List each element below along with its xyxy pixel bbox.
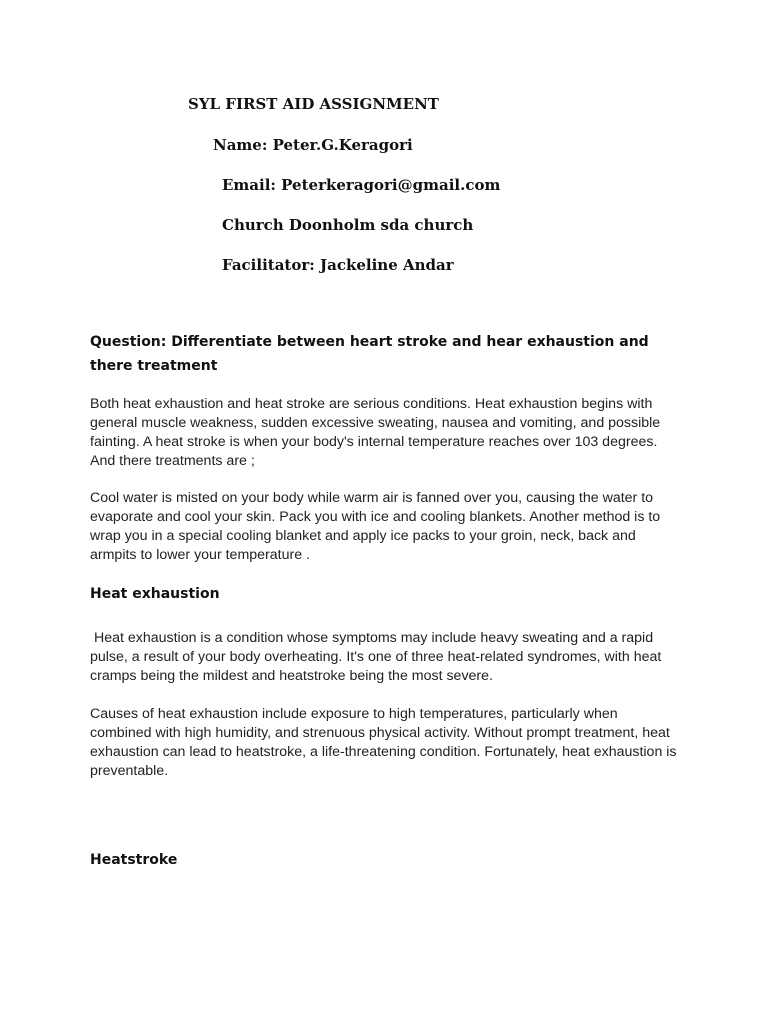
heat-exhaustion-paragraph-2: Causes of heat exhaustion include exposure to high temperatures, particularly when combined with high humidity, and strenuous physical activity. Without prompt treatment, heat exhaustion can lead to heatstroke, a life-threatening condition. Fortunately, heat exhaustion is preventable.: [90, 706, 681, 779]
assignment-title: SYL FIRST AID ASSIGNMENT: [188, 95, 439, 113]
intro-paragraph-1: Both heat exhaustion and heat stroke are serious conditions. Heat exhaustion begins with general muscle weakness, sudden excessive sweating, nausea and vomiting, and possible fainting. A heat stroke is when your body's internal temperature reaches over 103 degrees. And there treatments are ;: [90, 396, 665, 469]
heatstroke-heading: Heatstroke: [90, 852, 178, 868]
student-name: Name: Peter.G.Keragori: [213, 136, 413, 154]
church-name: Church Doonholm sda church: [222, 216, 474, 234]
facilitator-name: Facilitator: Jackeline Andar: [222, 256, 454, 274]
heat-exhaustion-paragraph-1: Heat exhaustion is a condition whose symptoms may include heavy sweating and a rapid pulse, a result of your body overheating. It's one of three heat-related syndromes, with heat cramps being the mildest and heatstroke being the most severe.: [90, 630, 666, 684]
student-email: Email: Peterkeragori@gmail.com: [222, 176, 501, 194]
heat-exhaustion-heading: Heat exhaustion: [90, 586, 220, 602]
intro-paragraph-2: Cool water is misted on your body while warm air is fanned over you, causing the water to evaporate and cool your skin. Pack you with ice and cooling blankets. Another method is to wrap you in a special cooling blanket and apply ice packs to your groin, neck, back and armpits to lower your temperature .: [90, 490, 665, 563]
question-heading: Question: Differentiate between heart stroke and hear exhaustion and there treatment: [90, 334, 649, 374]
